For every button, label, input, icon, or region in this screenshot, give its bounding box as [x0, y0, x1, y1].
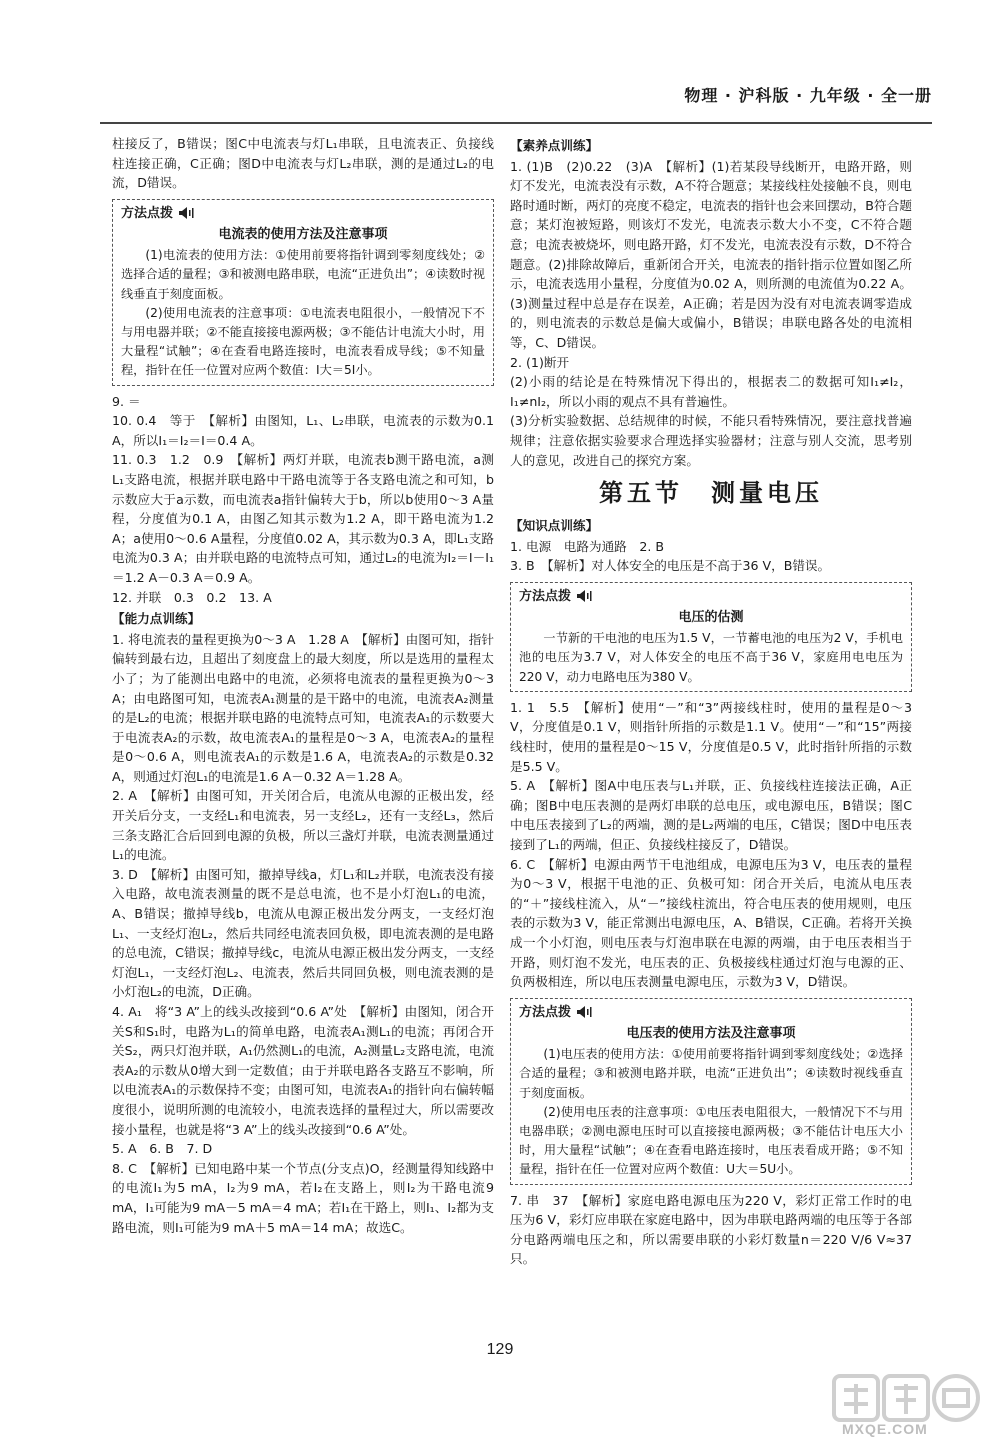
answer-item: 1. 1 5.5 【解析】使用“－”和“3”两接线柱时，使用的量程是0～3 V，分度值是0.1 V，则指针所指的示数是1.1 V。使用“－”和“15”两接线柱时，使用的量程是0～15 V，分度值是0.5 V，此时指针所指的示数是5.5 V。: [510, 699, 912, 774]
method-text: (2)使用电流表的注意事项：①电流表电阻很小，一般情况下不与用电器并联；②不能直接接电源两极；③不能估计电流大小时，用大量程“试触”；④在查看电路连接时，电流表看成导线；⑤不知量程，指针在任一位置对应两个数值：I大＝5I小。: [121, 305, 485, 378]
answer-item: 5. A 6. B 7. D: [112, 1141, 213, 1157]
answer-item: (2)小雨的结论是在特殊情况下得出的，根据表二的数据可知I₁≠I₂，I₁≠nI₂，所以小雨的观点不具有普遍性。: [510, 374, 912, 409]
answer-item: 5. A 【解析】图A中电压表与L₁并联，正、负接线柱连接法正确，A正确；图B中电压表测的是两灯串联的总电压，或电源电压，B错误；图C中电压表接到了L₂的两端，测的是L₂两端的电压，C错误；图D中电压表接到了L₁的两端，但正、负接线柱接反了，D错误。: [510, 778, 912, 853]
answer-item: 9. ＝: [112, 393, 141, 409]
answer-item: 6. C 【解析】电源由两节干电池组成，电源电压为3 V，电压表的量程为0～3 V，根据干电池的正、负极可知：闭合开关后，电流从电压表的“＋”接线柱流入，从“－”接线柱流出，符合电压表的使用规则，电压表的示数为3 V，能正常测出电源电压，A、B错误，C正确。若将开关换成一个小灯泡，则电压表与灯泡串联在电源的两端，由于电压表相当于开路，则灯泡不发光，电压表的正、负极接线柱通过灯泡与电源的正、负两极相连，所以电压表测量电源电压，示数为3 V，D错误。: [510, 856, 912, 990]
method-tag-label: 方法点拨: [121, 205, 174, 221]
section-heading-knowledge: 【 知识点训练 】: [510, 516, 598, 536]
method-tag: [519, 587, 593, 606]
answer-intro: 柱接反了，B错误；图C中电流表与灯L₁串联，且电流表正、负接线柱连接正确，C正确；图D中电流表与灯L₂串联，测的是通过L₂的电流，D错误。: [112, 136, 494, 191]
speaker-icon: [179, 207, 195, 219]
speaker-icon: [577, 590, 593, 602]
answer-item: 1. 将电流表的量程更换为0～3 A 1.28 A 【解析】由图可知，指针偏转到最右边，且超出了刻度盘上的最大刻度，所以是选用的量程太小了；为了能测出电路中的电流，必须将电流表的量程更换为0～3 A；由电路图可知，电流表A₁测量的是干路中的电流，电流表A₂测量的是L₂的电流；根据并联电路的电流特点可知，电流表A₁的示数要大于电流表A₂的示数，故电流表A₁的量程是0～3 A，电流表A₂的量程是0～0.6 A，则电流表A₁的示数是1.6 A，电流表A₂的示数是0.32 A，则通过灯泡L₁的电流是1.6 A－0.32 A＝1.28 A。: [112, 631, 494, 784]
header-divider: [100, 122, 932, 124]
method-tag: [519, 1003, 593, 1022]
method-tag-label: 方法点拨: [519, 588, 572, 604]
page-number: 129: [486, 1341, 514, 1358]
method-tag: [121, 204, 195, 223]
answer-item: 3. D 【解析】由图可知，撤掉导线a，灯L₁和L₂并联，电流表没有接入电路，故电流表测量的既不是总电流，也不是小灯泡L₁的电流，A、B错误；撤掉导线b，电流从电源正极出发分两支，一支经灯泡L₁、一支经灯泡L₂，然后共同经电流表回负极，即电流表测的是电路的总电流，C错误；撤掉导线c，电流从电源正极出发分两支，一支经灯泡L₁，一支经灯泡L₂、电流表，然后共同回负极，则电流表测的是小灯泡L₂的电流，D正确。: [112, 866, 494, 1000]
answer-item: 1. 电源 电路为通路 2. B: [510, 538, 665, 554]
answer-item: 2. (1)断开: [510, 354, 570, 370]
watermark-url: MXQE.COM: [842, 1421, 928, 1437]
method-text: 一节新的干电池的电压为1.5 V，一节蓄电池的电压为2 V，手机电池的电压为3.7 V，对人体安全的电压不高于36 V，家庭用电电压为220 V，动力电路电压为380 V。: [519, 631, 904, 684]
answer-item: 11. 0.3 1.2 0.9 【解析】两灯并联，电流表b测干路电流，a测L₁支路电流，根据并联电路中干路电流等于各支路电流之和可知，b示数应大于a示数，而电流表a指针偏转大于b，所以b使用0～3 A量程，分度值为0.1 A，由图乙知其示数为1.2 A，即干路电流为1.2 A；a使用0～0.6 A量程，分度值0.02 A，其示数为0.3 A，即L₁支路电流为0.3 A；由并联电路的电流特点可知，通过L₂的电流为I₂＝I－I₁＝1.2 A－0.3 A＝0.9 A。: [112, 452, 494, 585]
answer-item: 2. A 【解析】由图可知，开关闭合后，电流从电源的正极出发，经开关后分支，一支经L₁和电流表，另一支经L₂，还有一支经L₃，然后三条支路汇合后回到电源的负极，所以三盏灯并联，电流表测量通过L₁的电流。: [112, 788, 494, 863]
speaker-icon: [577, 1006, 593, 1018]
answer-item: 4. A₁ 将“3 A”上的线头改接到“0.6 A”处 【解析】由图知，闭合开关S和S₁时，电路为L₁的简单电路，电流表A₁测L₁的电流；再闭合开关S₂，两只灯泡并联，A₁仍然测L₁的电流，A₂测量L₂支路电流，电流表A₂的示数从0增大到一定数值；由于并联电路各支路互不影响，所以电流表A₁的示数保持不变；由图可知，电流表A₁的指针向右偏转幅度很小，说明所测的电流较小，电流表选择的量程过大，所以需要改接小量程，也就是将“3 A”上的线头改接到“0.6 A”处。: [112, 1004, 494, 1137]
section-heading-ability: 【 能力点训练 】: [112, 609, 200, 629]
header-title: 物理 · 沪科版 · 九年级 · 全一册: [684, 86, 932, 105]
answer-item: 8. C 【解析】已知电路中某一个节点(分支点)O，经测量得知线路中的电流I₁为5 mA，I₂为9 mA，若I₂在支路上，则I₂为干路电流9 mA，I₁可能为9 mA－5 mA＝4 mA；若I₁在干路上，则I₁、I₂都为支路电流，则I₁可能为9 mA＋5 mA＝14 mA；故选C。: [112, 1160, 494, 1235]
section-heading-literacy: 【 素养点训练 】: [510, 136, 598, 156]
left-column: [112, 134, 494, 1237]
answer-item: 10. 0.4 等于 【解析】由图知，L₁、L₂串联，电流表的示数为0.1 A，所以I₁＝I₂＝I＝0.4 A。: [112, 413, 494, 448]
answer-item: 12. 并联 0.3 0.2 13. A: [112, 589, 272, 605]
method-box-voltmeter: [510, 998, 912, 1185]
answer-item: (3)分析实验数据、总结规律的时候，不能只看特殊情况，要注意找普遍规律；注意依据实验要求合理选择实验器材；注意与别人交流，思考别人的意见，改进自己的探究方案。: [510, 413, 912, 468]
method-text: (2)使用电压表的注意事项：①电压表电阻很大，一般情况下不与用电器串联；②测电源电压时可以直接接电源两极；③不能估计电压大小时，用大量程“试触”；④在查看电路连接时，电压表看成开路；⑤不知量程，指针在任一位置对应两个数值：U大＝5U小。: [519, 1104, 903, 1177]
method-text: (1)电压表的使用方法：①使用前要将指针调到零刻度线处；②选择合适的量程；③和被测电路并联，电流“正进负出”；④读数时视线垂直于刻度面板。: [519, 1047, 903, 1100]
method-title: 电压的估测: [678, 610, 744, 626]
chapter-title: 第五节 测量电压: [599, 478, 823, 508]
right-column: [510, 134, 912, 1269]
method-text: (1)电流表的使用方法：①使用前要将指针调到零刻度线处；②选择合适的量程；③和被测电路串联，电流“正进负出”；④读数时视线垂直于刻度面板。: [121, 248, 485, 301]
method-box-voltage-estimate: [510, 582, 912, 692]
method-box-ammeter: [112, 199, 494, 386]
answer-item: 7. 串 37 【解析】家庭电路电源电压为220 V，彩灯正常工作时的电压为6 V，彩灯应串联在家庭电路中，因为串联电路两端的电压等于各部分电路两端电压之和，所以需要串联的小彩灯数量n＝220 V/6 V≈37只。: [510, 1192, 912, 1267]
method-title: 电压表的使用方法及注意事项: [626, 1026, 796, 1041]
answer-item: 3. B 【解析】对人体安全的电压是不高于36 V，B错误。: [510, 558, 831, 574]
method-title: 电流表的使用方法及注意事项: [218, 226, 388, 242]
method-tag-label: 方法点拨: [519, 1004, 572, 1020]
answer-item: 1. (1)B (2)0.22 (3)A 【解析】(1)若某段导线断开，电路开路，则灯不发光，电流表没有示数，A不符合题意；某接线柱处接触不良，则电路时通时断，两灯的亮度不稳定，电流表的指针也会来回摆动，B符合题意；某灯泡被短路，则该灯不发光，电流表示数大小不变，C不符合题意；电流表被烧坏，则电路开路，灯不发光，电流表没有示数，D不符合题意。(2)排除故障后，重新闭合开关，电流表的指针指示位置如图乙所示，电流表选用小量程，分度值为0.02 A，则所测的电流值为0.22 A。(3)测量过程中总是存在误差，A正确；若是因为没有对电流表调零造成的，则电流表的示数总是偏大或偏小，B错误；串联电路各处的电流相等，C、D错误。: [510, 158, 912, 350]
